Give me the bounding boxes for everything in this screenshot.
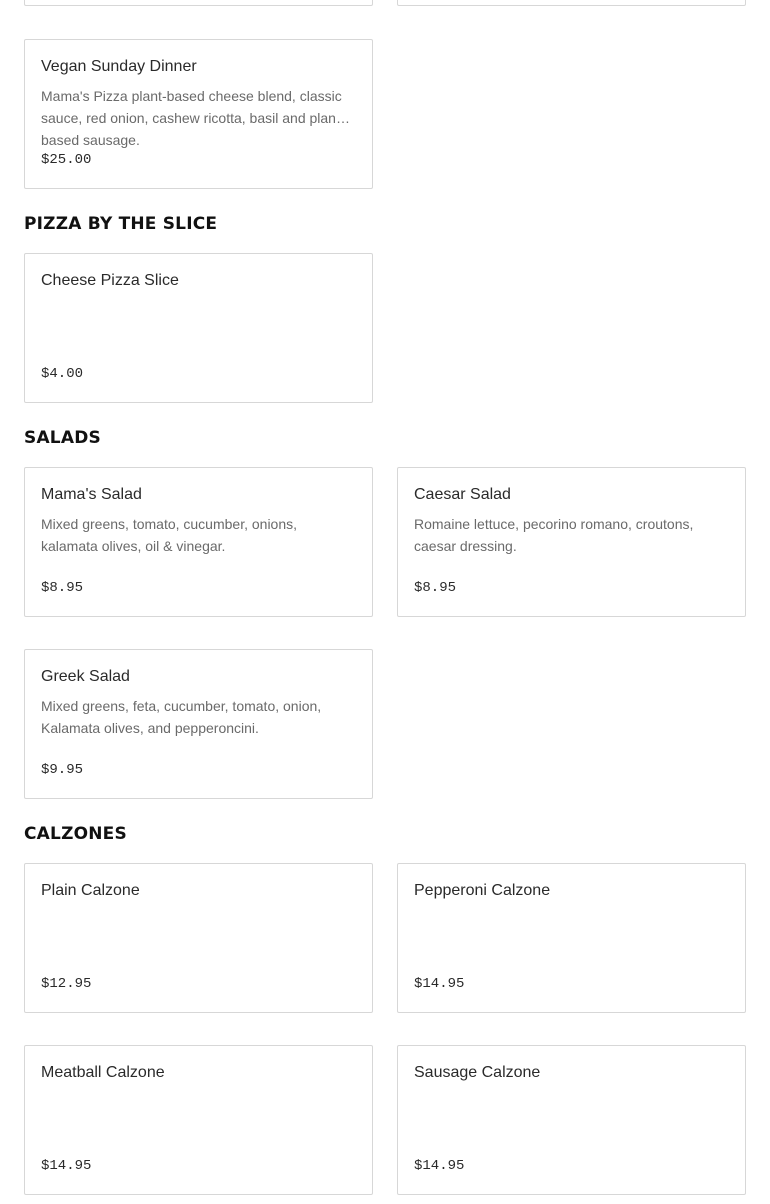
menu-item-description: Mama's Pizza plant-based cheese blend, classic sauce, red onion, cashew ricotta, basil and plant-based sausage. [41, 88, 345, 148]
menu-item-price: $12.95 [41, 976, 92, 992]
menu-item-card[interactable] [24, 467, 373, 617]
menu-item-card[interactable] [24, 0, 373, 6]
menu-item-name: Meatball Calzone [41, 1064, 165, 1081]
menu-item-card[interactable] [397, 467, 746, 617]
menu-item-price: $9.95 [41, 762, 84, 778]
menu-item-name: Caesar Salad [414, 486, 511, 503]
menu-item-card[interactable] [24, 1045, 373, 1195]
section-title-salads: SALADS [24, 428, 101, 448]
menu-item-price: $4.00 [41, 366, 84, 382]
menu-item-card[interactable] [24, 253, 373, 403]
menu-item-description: Mixed greens, tomato, cucumber, onions, kalamata olives, oil & vinegar. [41, 516, 298, 554]
menu-item-card[interactable] [24, 863, 373, 1013]
menu-item-name: Sausage Calzone [414, 1064, 541, 1081]
menu-item-price: $14.95 [414, 1158, 465, 1174]
menu-item-price: $25.00 [41, 152, 92, 168]
menu-item-price: $8.95 [41, 580, 84, 596]
menu-item-name: Vegan Sunday Dinner [41, 58, 197, 75]
menu-item-card[interactable] [397, 863, 746, 1013]
section-title-calzones: CALZONES [24, 824, 127, 844]
menu-item-name: Mama's Salad [41, 486, 142, 503]
menu-item-price: $14.95 [41, 1158, 92, 1174]
menu-item-card[interactable] [24, 649, 373, 799]
menu-item-card[interactable] [397, 1045, 746, 1195]
menu-item-name: Greek Salad [41, 668, 130, 685]
menu-item-name: Pepperoni Calzone [414, 882, 551, 899]
menu-item-card[interactable] [24, 39, 373, 189]
menu-item-price: $8.95 [414, 580, 457, 596]
menu-item-price: $14.95 [414, 976, 465, 992]
menu-item-description: Mixed greens, feta, cucumber, tomato, onion, Kalamata olives, and pepperoncini. [41, 698, 322, 736]
section-title-pizza-by-the-slice: PIZZA BY THE SLICE [24, 214, 218, 234]
menu-item-name: Plain Calzone [41, 882, 140, 899]
menu-item-description: Romaine lettuce, pecorino romano, croutons, caesar dressing. [414, 516, 694, 554]
menu-item-card[interactable] [397, 0, 746, 6]
menu-item-name: Cheese Pizza Slice [41, 272, 179, 289]
